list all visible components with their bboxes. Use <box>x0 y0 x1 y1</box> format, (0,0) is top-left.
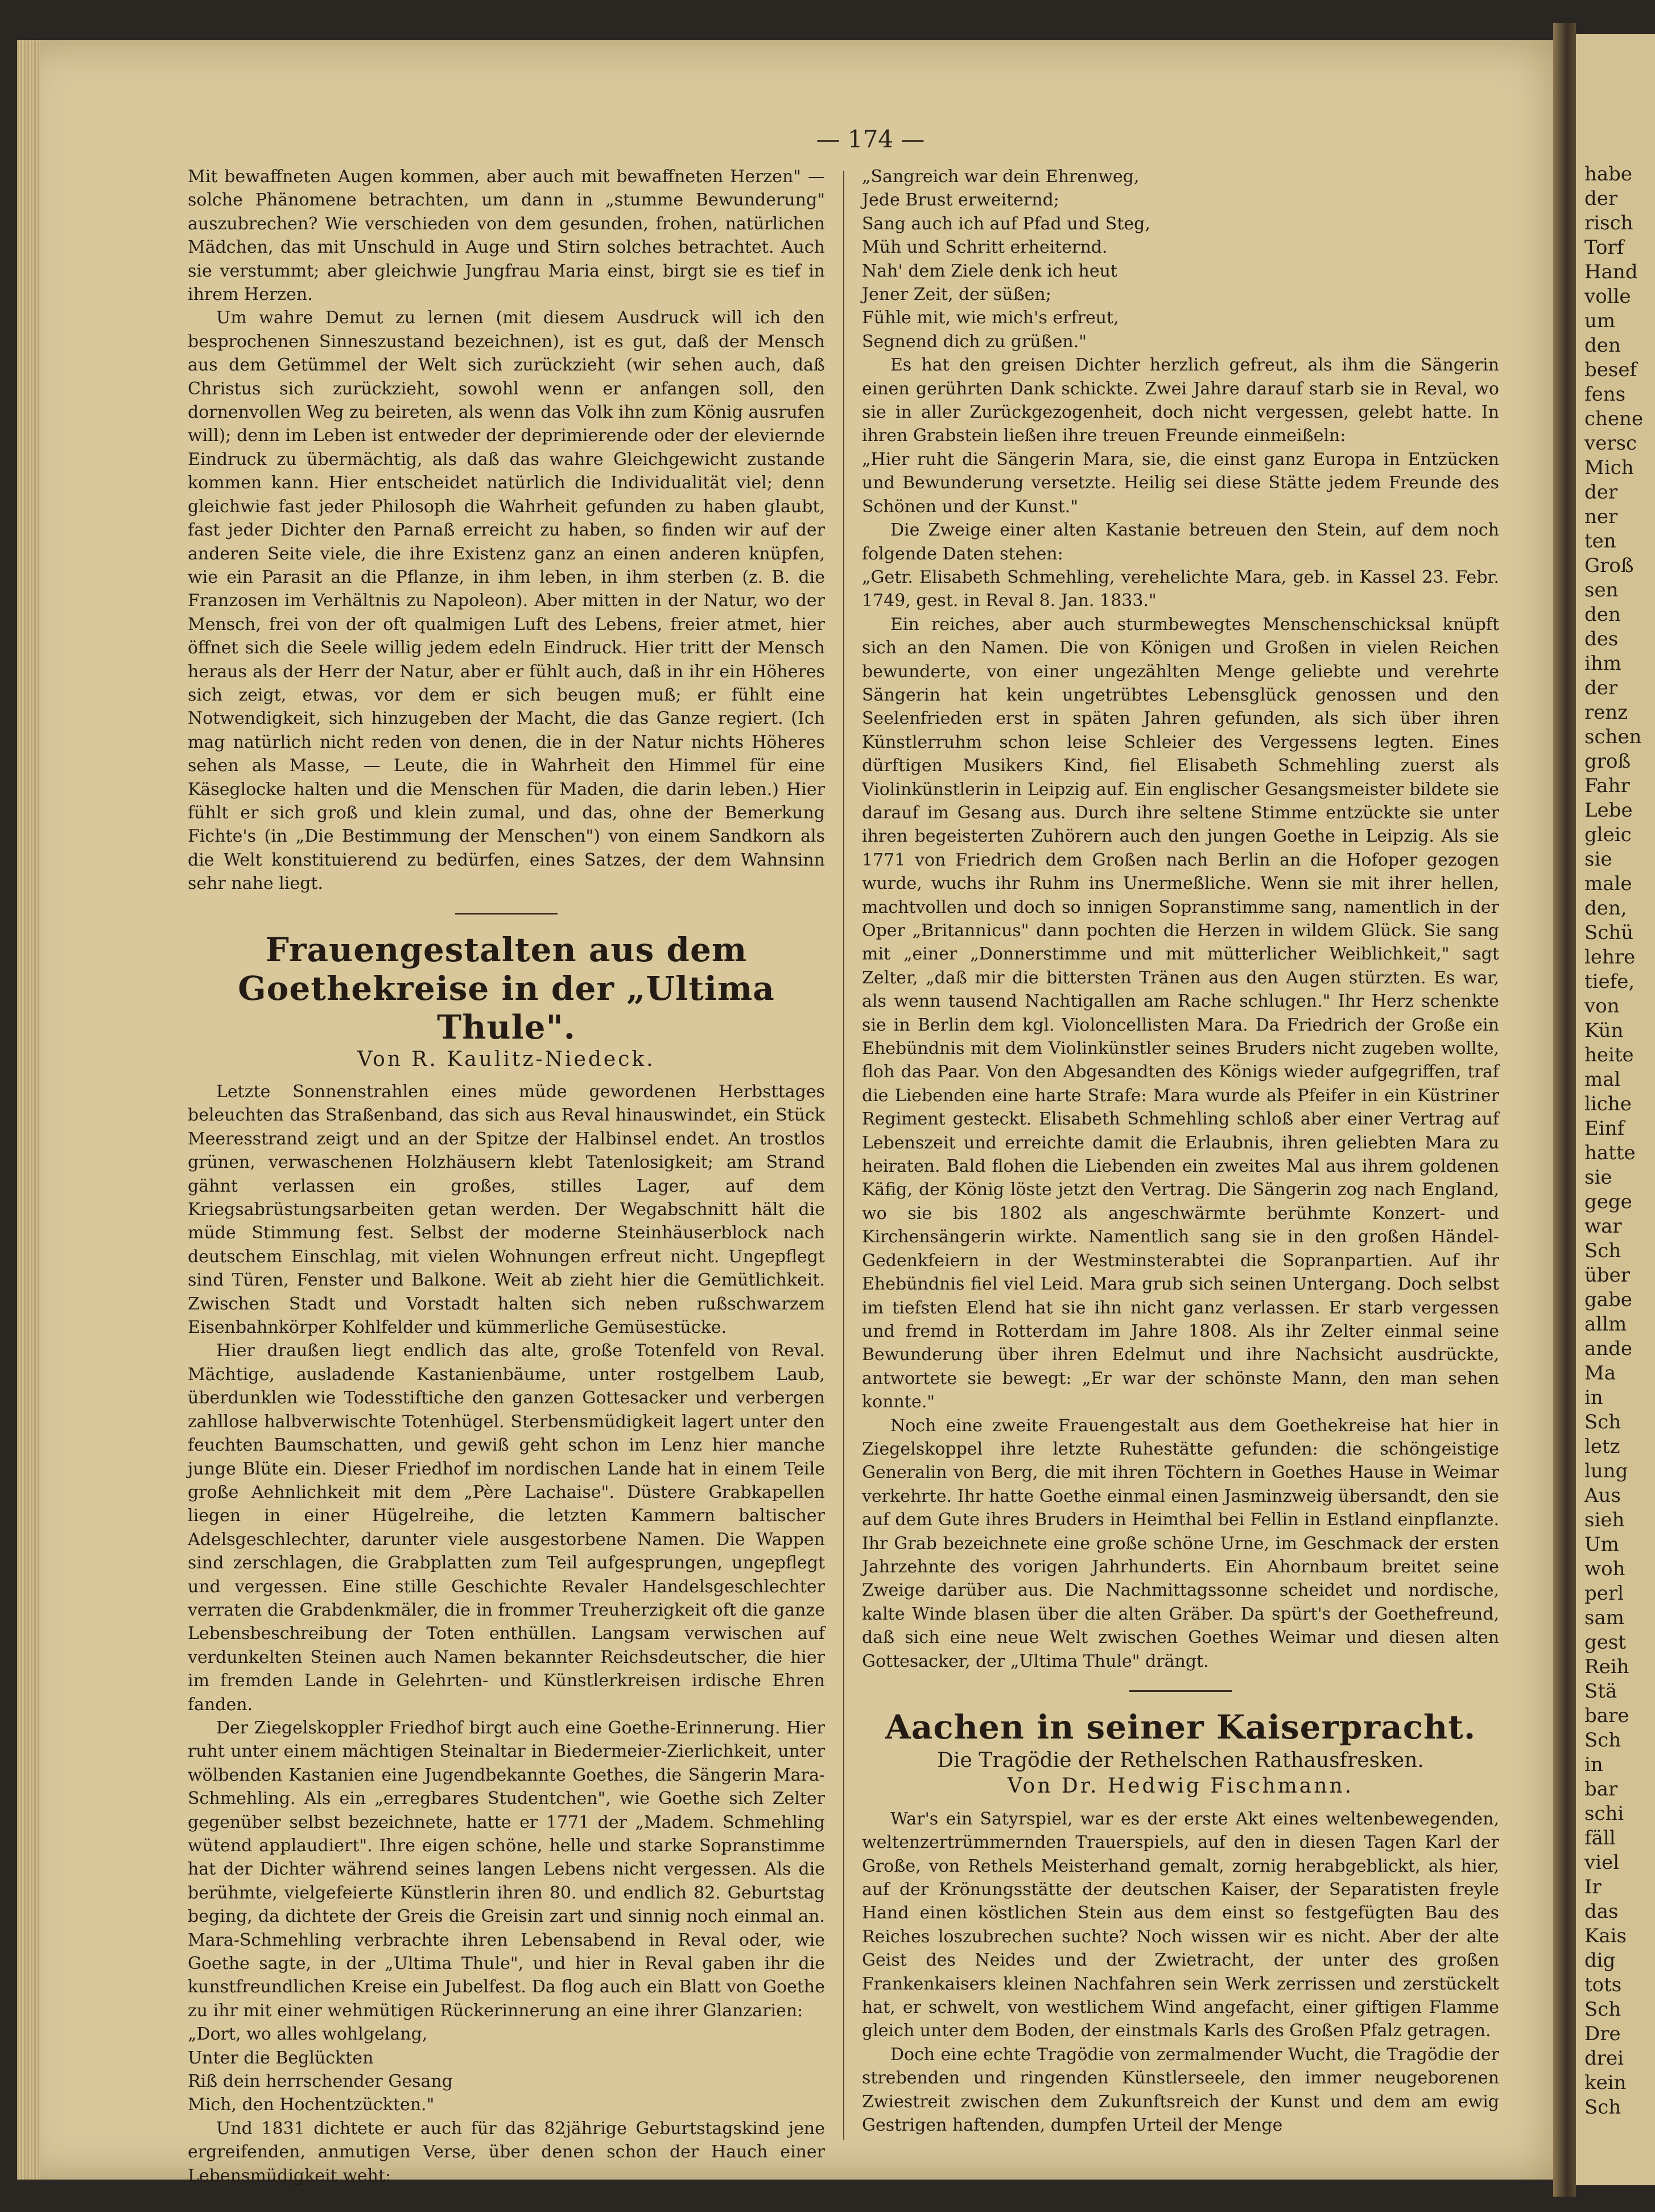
facing-page-fragment: schen <box>1584 726 1642 748</box>
article-paragraph: War's ein Satyrspiel, war es der erste Akt eines weltenbewegenden, weltenzertrümmernden Trauerspiels, auf den in diesen Tagen Karl der Große, von Rethels Meisterhand gemalt, zornig herabgeblickt, als hier, auf der Krönungsstätte der deutschen Kaiser, der Separatisten freyle Hand einen köstlichen Stein aus dem einst so festgefügten Bau des Reiches loszubrechen suchte? Noch wissen wir es nicht. Aber der alte Geist des Neides und der Zwietracht, der unter des großen Frankenkaisers kleinen Nachfahren sein Werk zerrissen und zerstückelt hat, er schwelt, von westlichem Wind angefacht, einer giftigen Flamme gleich unter dem Boden, der einstmals Karls des Großen Pfalz getragen. <box>862 1809 1499 2041</box>
facing-page-fragment: bare <box>1584 1704 1629 1727</box>
facing-page-fragment: heite <box>1584 1044 1634 1066</box>
facing-page-fragment: Sch <box>1584 1998 1621 2021</box>
facing-page-fragment: Aus <box>1584 1484 1621 1507</box>
article-paragraph: Und 1831 dichtete er auch für das 82jährige Geburtstagskind jene ergreifenden, anmutigen Verse, über denen schon der Hauch einer Lebensmüdigkeit weht: <box>188 2118 825 2186</box>
facing-page-fragment: Lebe <box>1584 799 1633 822</box>
facing-page-fragment: fäll <box>1584 1827 1616 1849</box>
facing-page-fragment: letz <box>1584 1435 1620 1458</box>
facing-page-fragment: gege <box>1584 1191 1632 1213</box>
page-number: — 174 — <box>816 125 925 153</box>
facing-page-fragment: ner <box>1584 505 1618 528</box>
article-paragraph: Noch eine zweite Frauengestalt aus dem Goethekreise hat hier in Ziegelskoppel ihre letzte Ruhestätte gefunden: die schöngeistige Generalin von Berg, die mit ihren Töchtern in Goethes Hause in Weimar verkehrte. Ihr hatte Goethe einmal einen Jasminzweig übersandt, den sie auf dem Gute ihres Bruders in Heimthal bei Fellin in Estland einpflanzte. Ihr Grab bezeichnete eine große schöne Urne, im Geschmack der ersten Jahrzehnte des vorigen Jahrhunderts. Ein Ahornbaum breitet seine Zweige darüber aus. Die Nachmittagssonne scheidet und nordische, kalte Winde blasen über die alten Gräber. Da spürt's der Goethefreund, daß sich eine neue Welt zwischen Goethes Weimar und diesen alten Gottesacker, der „Ultima Thule" drängt. <box>862 1415 1499 1671</box>
facing-page-fragment: groß <box>1584 750 1631 773</box>
article-paragraph: Ein reiches, aber auch sturmbewegtes Menschenschicksal knüpft sich an den Namen. Die von Königen und Großen in vielen Reichen bewunderte, von einer ungezählten Menge geliebte und verehrte Sängerin hat kein ungetrübtes Lebensglück genossen und den Seelenfrieden erst in späten Jahren gefunden, als sich über ihren Künstlerruhm schon leise Schleier des Vergessens legten. Eines dürftigen Musikers Kind, fiel Elisabeth Schmehling zuerst als Violinkünstlerin in Leipzig auf. Ein englischer Gesangsmeister bildete sie darauf im Gesang aus. Durch ihre seltene Stimme entzückte sie unter ihren begeisterten Zuhörern auch den jungen Goethe in Leipzig. Als sie 1771 von Friedrich dem Großen nach Berlin an die Hofoper gezogen wurde, wuchs ihr Ruhm ins Unermeßliche. Wenn sie mit ihrer hellen, machtvollen und doch so innigen Sopranstimme sang, namentlich in der Oper „Britannicus" dann pochten die Herzen in wildem Glück. Sie sang mit „einer „Donnerstimme und mit mütterlicher Weiblichkeit," sagt Zelter, „daß mir die bittersten Tränen aus den Augen stürzten. Es war, als wenn tausend Nachtigallen am Rache schlugen." Ihr Herz schenkte sie in Berlin dem kgl. Violoncellisten Mara. Da Friedrich der Große ein Ehebündnis mit dem Violinkünstler seines Bruders nicht zugeben wollte, floh das Paar. Von den Abgesandten des Königs wieder aufgegriffen, traf die Liebenden eine harte Strafe: Mara wurde als Pfeifer in ein Küstriner Regiment gesteckt. Elisabeth Schmehling schloß aber einer Vertrag auf Lebenszeit und erreichte damit die Erlaubnis, ihren geliebten Mara zu heiraten. Bald flohen die Liebenden ein zweites Mal aus ihrem goldenen Käfig, der König löste jetzt den Vertrag. Die Sängerin zog nach England, wo sie bis 1802 als angeschwärmte berühmte Konzert- und Kirchensängerin wirkte. Namentlich sang sie in den großen Händel-Gedenkfeiern in der Westminsterabtei die Sopranpartien. Auf ihr Ehebündnis fiel viel Leid. Mara grub sich seinen Untergang. Doch selbst im tiefsten Elend hat sie ihn nicht ganz verlassen. Er starb vergessen und fremd in Rotterdam im Jahre 1808. Als ihr Zelter einmal seine Bewunderung über ihren Edelmut und ihre Nachsicht ausdrückte, antwortete sie bewegt: „Er war der schönste Mann, den man sehen konnte." <box>862 614 1499 1412</box>
facing-page-fragment: mal <box>1584 1068 1621 1091</box>
facing-page-fragment: renz <box>1584 701 1628 724</box>
facing-page-fragment: sen <box>1584 579 1619 602</box>
article-paragraph: Es hat den greisen Dichter herzlich gefreut, als ihm die Sängerin einen gerührten Dank schickte. Zwei Jahre darauf starb sie in Reval, wo sie in aller Zurückgezogenheit, doch nicht vergessen, gelebt hatte. In ihren Grabstein ließen ihre treuen Freunde einmeißeln: <box>862 355 1499 446</box>
facing-page-fragment: schi <box>1584 1802 1624 1825</box>
article-paragraph: Hier draußen liegt endlich das alte, große Totenfeld von Reval. Mächtige, ausladende Kastanienbäume, unter rostgelbem Laub, überdunklen wie Todesstiftiche den ganzen Gottesacker und verbergen zahllose halbverwischte Totenhügel. Sterbensmüdigkeit lagert unter den feuchten Baumschatten, und gewiß geht schon im Lenz hier manche junge Blüte ein. Dieser Friedhof im nordischen Lande hat in einem Teile große Aehnlichkeit mit dem „Père Lachaise". Düstere Grabkapellen liegen in einer Hügelreihe, die letzten Kammern baltischer Adelsgeschlechter, darunter viele ausgestorbene Namen. Die Wappen sind zerschlagen, die Grabplatten zum Teil aufgesprungen, ungepflegt und vergessen. Eine stille Geschichte Revaler Handelsgeschlechter verraten die Grabdenkmäler, die in frommer Treuherzigkeit oft die ganze Lebensbeschreibung der Toten enthüllen. Langsam verwischen auf verdunkelten Steinen auch Namen bekannter Reichsdeutscher, die hier im fremden Lande in Gelehrten- und Künstlerkreisen irdische Ehren fanden. <box>188 1341 825 1715</box>
facing-page-fragment: ihm <box>1584 652 1622 675</box>
facing-page-fragment: fens <box>1584 383 1626 406</box>
article-byline: Von R. Kaulitz-Niedeck. <box>357 1047 655 1071</box>
article-paragraph: Doch eine echte Tragödie von zermalmender Wucht, die Tragödie der strebenden und ringenden Künstlerseele, den immer neugeborenen Zwiestreit zwischen dem Zukunftsreich der Kunst und dem am ewig Gestrigen haftenden, dumpfen Urteil der Menge <box>862 2044 1499 2136</box>
facing-page-fragment: Sch <box>1584 2096 1621 2119</box>
facing-page-fragment: Ma <box>1584 1362 1616 1385</box>
intro-paragraph-2: Um wahre Demut zu lernen (mit diesem Ausdruck will ich den besprochenen Sinneszustand bezeichnen), ist es gut, daß der Mensch aus dem Getümmel der Welt sich zurückzieht (wir sehen auch, daß Christus sich zurückzieht, sowohl wenn er anfangen soll, den dornenvollen Weg zu beireten, als wenn das Volk ihn zum König ausrufen will); denn im Leben ist entweder der deprimierende oder der eleviernde Eindruck zu übermächtig, als daß das wahre Gleichgewicht zustande kommen kann. Hier entscheidet natürlich die Individualität viel; denn gleichwie fast jeder Philosoph die Wahrheit gefunden zu haben glaubt, fast jeder Dichter den Parnaß erreicht zu haben, so finden wir auf der anderen Seite viele, die ihre Existenz ganz an einen anderen knüpfen, wie ein Parasit an die Pflanze, in ihm leben, in ihm sterben (z. B. die Franzosen im Verhältnis zu Napoleon). Aber mitten in der Natur, wo der Mensch, frei von der oft qualmigen Luft des Lebens, freier atmet, hier öffnet sich die Seele willig jedem edeln Eindruck. Hier tritt der Mensch heraus als der Herr der Natur, aber er fühlt auch, daß in ihr ein Höheres sich zeigt, etwas, vor dem er sich beugen muß; er fühlt eine Notwendigkeit, sich hinzugeben der Macht, die das Ganze regiert. (Ich mag natürlich nicht reden von denen, die in der Natur nichts Höheres sehen als Masse, — Leute, die in Wahrheit den Himmel für eine Käseglocke halten und die Menschen für Maden, die darin leben.) Hier fühlt er sich groß und klein zumal, und das, ohne der Bemerkung Fichte's (in „Die Bestimmung der Menschen") von einem Sandkorn als die Welt konstituierend zu bedürfen, eines Satzes, der dem Wahnsinn sehr nahe liegt. <box>188 308 825 894</box>
facing-page-fragment: dig <box>1584 1949 1616 1972</box>
facing-page-fragment: volle <box>1584 285 1631 308</box>
facing-page-fragment: den <box>1584 603 1621 626</box>
article-paragraph: Der Ziegelskoppler Friedhof birgt auch eine Goethe-Erinnerung. Hier ruht unter einem mächtigen Steinaltar in Biedermeier-Zierlichkeit, unter wölbenden Kastanien eine Jugendbekannte Goethes, die Sängerin Mara-Schmehling. Als ein „erregbares Studentchen", wie Goethe sich Zelter gegenüber selbst bezeichnete, hatte er 1771 der „Madem. Schmehling wütend applaudiert". Ihre eigen schöne, helle und starke Sopranstimme hat der Dichter während seines langen Lebens nicht vergessen. Als die berühmte, vielgefeierte Künstlerin ihren 80. und endlich 82. Geburtstag beging, da dichtete der Greis die Greisin zart und sinnig noch einmal an. Mara-Schmehling verbrachte ihren Lebensabend in Reval oder, wie Goethe sagte, in der „Ultima Thule", und hier in Reval gaben ihr die kunstfreundlichen Kreise ein Jubelfest. Da flog auch ein Blatt von Goethe zu ihr mit einer wehmütigen Rückerinnerung an eine ihrer Glanzarien: <box>188 1717 825 2021</box>
facing-page-fragment: das <box>1584 1900 1619 1923</box>
facing-page-fragment: Sch <box>1584 1729 1621 1752</box>
facing-page-fragment: Kün <box>1584 1019 1624 1042</box>
facing-page-fragment: Ir <box>1584 1876 1602 1898</box>
article-title-aachen: Aachen in seiner Kaiserpracht. <box>885 1708 1476 1746</box>
facing-page-fragment: perl <box>1584 1582 1624 1605</box>
facing-page-fragment: Torf <box>1584 236 1624 259</box>
facing-page-fragment: ten <box>1584 530 1616 553</box>
article-paragraph: Die Zweige einer alten Kastanie betreuen den Stein, auf dem noch folgende Daten stehen: <box>862 520 1499 564</box>
facing-page-fragment: von <box>1584 995 1620 1018</box>
facing-page-fragment: kein <box>1584 2071 1627 2094</box>
section-rule <box>1129 1690 1232 1692</box>
facing-page-fragment: der <box>1584 187 1618 210</box>
facing-page-fragment: um <box>1584 310 1616 332</box>
facing-page-fragment: Dre <box>1584 2022 1621 2045</box>
facing-page-fragment: gest <box>1584 1631 1626 1654</box>
facing-page-fragment: allm <box>1584 1313 1627 1336</box>
facing-page-fragment: risch <box>1584 212 1633 234</box>
facing-page-fragment: Groß <box>1584 554 1634 577</box>
article-byline: Von Dr. Hedwig Fischmann. <box>1007 1774 1354 1798</box>
facing-page-fragment: Hand <box>1584 261 1638 283</box>
facing-page-fragment: Schü <box>1584 921 1634 944</box>
facing-page-fragment: ande <box>1584 1337 1633 1360</box>
article-paragraph: Letzte Sonnenstrahlen eines müde gewordenen Herbsttages beleuchten das Straßenband, das sich aus Reval hinauswindet, ein Stück Meeresstrand zeigt und an der Spitze der Halbinsel endet. An trostlos grünen, verwaschenen Holzhäusern klebt Tatenlosigkeit; am Strand gähnt verlassen ein großes, stilles Lager, auf dem Kriegsabrüstungsarbeiten getan werden. Der Wegabschnitt hält die müde Stimmung fest. Selbst der moderne Steinhäuserblock nach deutschem Einschlag, mit vielen Wohnungen erfreut nicht. Ungepflegt sind Türen, Fenster und Balkone. Weit ab zieht hier die Gemütlichkeit. Zwischen Stadt und Vorstadt halten sich neben rußschwarzem Eisenbahnkörper Kohlfelder und kümmerliche Gemüsestücke. <box>188 1082 825 1338</box>
section-rule <box>455 913 558 915</box>
facing-page-fragment: bar <box>1584 1778 1618 1801</box>
facing-page-fragment: Sch <box>1584 1239 1621 1262</box>
facing-page-fragment: gabe <box>1584 1288 1632 1311</box>
left-column <box>188 165 825 2188</box>
book-gutter <box>1553 23 1576 2197</box>
facing-page-fragment: liche <box>1584 1093 1632 1115</box>
facing-page-fragment: besef <box>1584 359 1637 381</box>
facing-page-fragment: sie <box>1584 848 1612 871</box>
column-divider <box>843 171 844 2140</box>
right-column <box>862 165 1499 2137</box>
facing-page-fragment: male <box>1584 872 1632 895</box>
facing-page-fragment: war <box>1584 1215 1622 1238</box>
facing-page-fragment: sam <box>1584 1607 1624 1629</box>
facing-page-fragment: lehre <box>1584 946 1636 969</box>
facing-page-fragment: viel <box>1584 1851 1620 1874</box>
intro-paragraph-1: Mit bewaffneten Augen kommen, aber auch mit bewaffneten Herzen" — solche Phänomene betrachten, um dann in „stumme Bewunderung" auszubrechen? Wie verschieden von dem gesunden, frohen, natürlichen Mädchen, das mit Unschuld in Auge und Stirn solches betrachtet. Auch sie verstummt; aber gleichwie Jungfrau Maria einst, birgt sie es tief in ihrem Herzen. <box>188 167 825 305</box>
facing-page-fragment: gleic <box>1584 823 1632 846</box>
grave-dates-quote: „Getr. Elisabeth Schmehling, verehelichte Mara, geb. in Kassel 23. Febr. 1749, gest. in Reval 8. Jan. 1833." <box>862 567 1499 611</box>
facing-page-fragment: Um <box>1584 1533 1619 1556</box>
facing-page-fragment: den <box>1584 334 1621 357</box>
article-subtitle: Die Tragödie der Rethelschen Rathausfresken. <box>937 1749 1424 1772</box>
facing-page-fragment: habe <box>1584 163 1633 186</box>
epitaph-quote: „Hier ruht die Sängerin Mara, sie, die einst ganz Europa in Entzücken und Bewunderung versetzte. Heilig sei diese Stätte jedem Freunde des Schönen und der Kunst." <box>862 449 1499 517</box>
facing-page-fragment: Fahr <box>1584 775 1630 797</box>
facing-page-fragment: chene <box>1584 407 1644 430</box>
facing-page-fragment: der <box>1584 481 1618 504</box>
facing-page-fragment: Stä <box>1584 1680 1617 1703</box>
facing-page-fragment: Kais <box>1584 1925 1627 1947</box>
facing-page-fragment: in <box>1584 1753 1603 1776</box>
page-edge-stack <box>17 40 40 2180</box>
facing-page-fragment: hatte <box>1584 1142 1636 1164</box>
facing-page-fragment: den, <box>1584 897 1627 920</box>
facing-page-fragment: Einf <box>1584 1117 1625 1140</box>
facing-page-fragment: Sch <box>1584 1411 1621 1434</box>
poem-verse: „Dort, wo alles wohlgelang, Unter die Beglückten Riß dein herrschender Gesang Mich, den Hochentzückten." <box>188 2024 453 2115</box>
facing-page-fragment: über <box>1584 1264 1631 1287</box>
facing-page-fragment: Mich <box>1584 456 1634 479</box>
facing-page-fragment: versc <box>1584 432 1637 455</box>
facing-page-fragment: woh <box>1584 1558 1625 1580</box>
facing-page-fragment: in <box>1584 1386 1603 1409</box>
facing-page-fragment: Reih <box>1584 1655 1629 1678</box>
facing-page-fragment: drei <box>1584 2047 1624 2070</box>
article-title-frauengestalten: Frauengestalten aus dem Goethekreise in der „Ultima Thule". <box>238 930 775 1047</box>
facing-page-fragment: tiefe, <box>1584 970 1635 993</box>
facing-page-fragment: lung <box>1584 1460 1628 1482</box>
facing-page-fragment: sie <box>1584 1166 1612 1189</box>
facing-page-fragment: der <box>1584 677 1618 699</box>
facing-page-fragment: sieh <box>1584 1509 1625 1531</box>
poem-verse: „Sangreich war dein Ehrenweg, Jede Brust erweiternd; Sang auch ich auf Pfad und Steg, Müh und Schritt erheiternd. Nah' dem Ziele denk ich heut Jener Zeit, der süßen; Fühle mit, wie mich's erfreut, Segnend dich zu grüßen." <box>862 167 1150 352</box>
facing-page-fragment: tots <box>1584 1974 1622 1996</box>
facing-page-fragment: des <box>1584 628 1619 650</box>
